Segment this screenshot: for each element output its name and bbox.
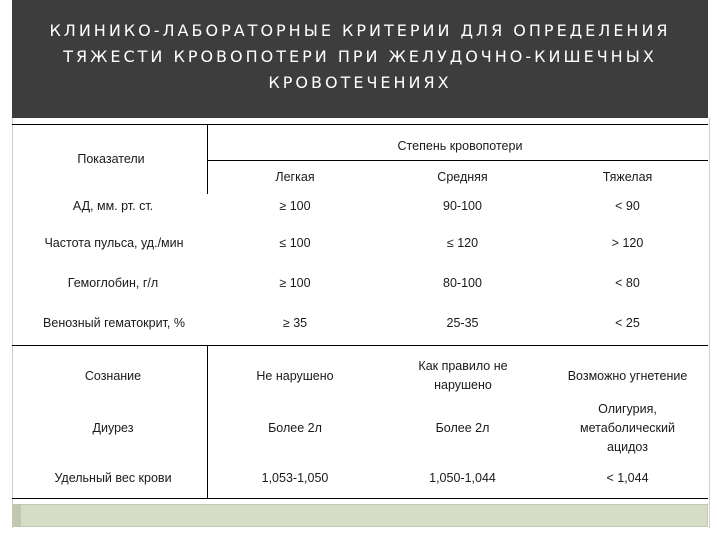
cell-diuresis-mild: Более 2л — [268, 420, 322, 435]
cell-consciousness-moderate: Как правило не нарушено — [418, 359, 508, 392]
cell-hematocrit-severe: < 25 — [615, 315, 640, 330]
cell-hematocrit-mild: ≥ 35 — [282, 315, 308, 330]
cell-hemoglobin-severe: < 80 — [615, 275, 640, 290]
cell-consciousness-mild: Не нарушено — [256, 368, 334, 383]
cell-blood-density-mild: 1,053-1,050 — [261, 470, 329, 485]
cell-blood-pressure-moderate: 90-100 — [443, 198, 482, 213]
severity-group-header: Степень кровопотери — [397, 138, 523, 153]
row-label-blood-density: Удельный вес крови — [54, 470, 172, 485]
column-header-moderate: Средняя — [437, 169, 488, 184]
row-label-hemoglobin: Гемоглобин, г/л — [67, 275, 159, 290]
row-label-diuresis: Диурез — [92, 420, 134, 435]
row-label-blood-pressure: АД, мм. рт. ст. — [72, 198, 154, 213]
cell-diuresis-moderate: Более 2л — [435, 420, 490, 435]
cell-hematocrit-moderate: 25-35 — [446, 315, 479, 330]
indicator-header: Показатели — [77, 151, 145, 166]
cell-hemoglobin-mild: ≥ 100 — [279, 275, 311, 290]
rule-vertical-upper — [207, 124, 208, 194]
cell-blood-density-moderate: 1,050-1,044 — [429, 470, 496, 485]
footer-band — [12, 504, 708, 527]
rule-upper-block — [12, 345, 708, 346]
cell-pulse-severe: > 120 — [611, 235, 644, 250]
column-header-severe: Тяжелая — [602, 169, 653, 184]
cell-blood-pressure-severe: < 90 — [615, 198, 640, 213]
row-label-consciousness: Сознание — [84, 368, 142, 383]
column-header-mild: Легкая — [275, 169, 315, 184]
footer-band-accent — [13, 505, 21, 526]
cell-pulse-moderate: ≤ 120 — [446, 235, 479, 250]
cell-blood-pressure-mild: ≥ 100 — [279, 198, 311, 213]
rule-vertical-lower — [207, 345, 208, 498]
slide-header — [12, 0, 708, 118]
rule-group-header — [207, 160, 708, 161]
cell-pulse-mild: ≤ 100 — [279, 235, 311, 250]
slide-title: КЛИНИКО-ЛАБОРАТОРНЫЕ КРИТЕРИИ ДЛЯ ОПРЕДЕЛЕНИЯ ТЯЖЕСТИ КРОВОПОТЕРИ ПРИ ЖЕЛУДОЧНО-КИШЕЧНЫХ КРОВОТЕЧЕНИЯХ — [49, 21, 671, 92]
rule-lower-block — [12, 498, 708, 499]
cell-hemoglobin-moderate: 80-100 — [443, 275, 482, 290]
rule-top — [12, 124, 708, 125]
cell-blood-density-severe: < 1,044 — [606, 470, 649, 485]
row-label-pulse: Частота пульса, уд./мин — [44, 235, 184, 250]
cell-consciousness-severe: Возможно угнетение — [567, 368, 688, 383]
cell-diuresis-severe: Олигурия, метаболический ацидоз — [580, 401, 675, 454]
row-label-hematocrit: Венозный гематокрит, % — [43, 315, 185, 330]
